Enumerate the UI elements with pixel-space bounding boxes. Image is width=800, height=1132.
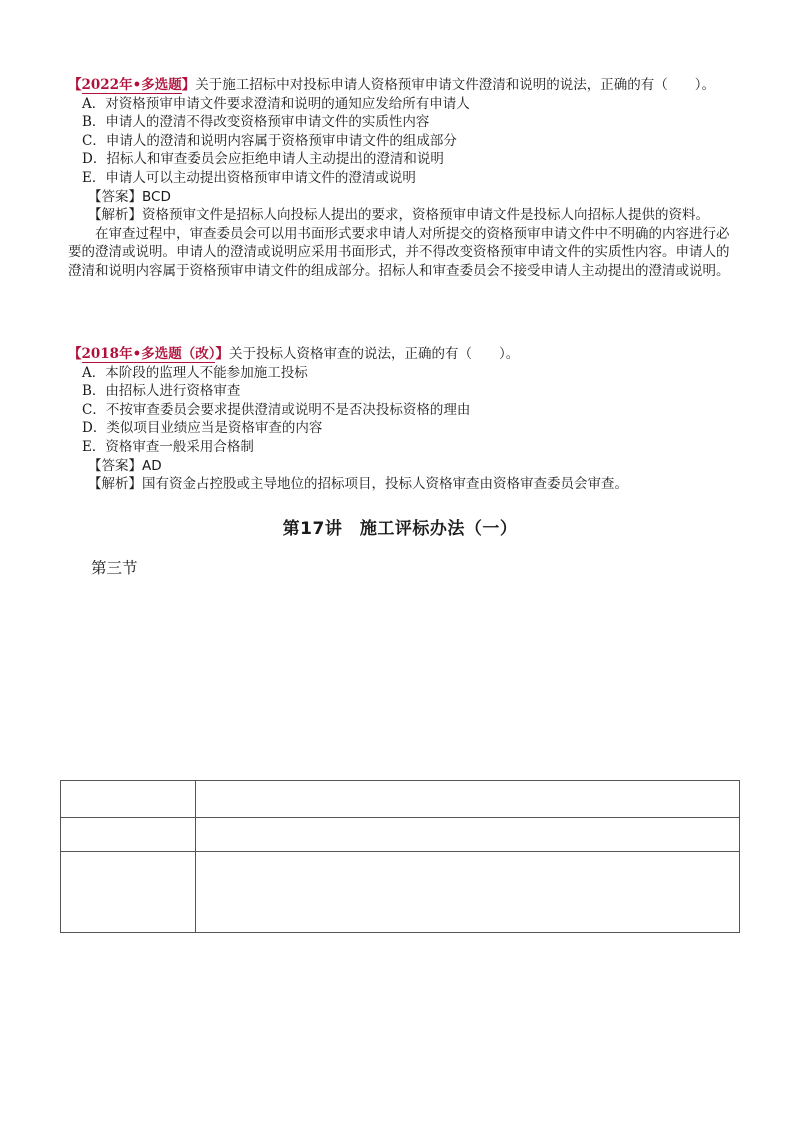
table-cell (196, 781, 740, 818)
option-a: A．对资格预审申请文件要求澄清和说明的通知应发给所有申请人 (82, 95, 470, 112)
analysis-text: 国有资金占控股或主导地位的招标项目，投标人资格审查由资格审查委员会审查。 (142, 476, 628, 493)
table-cell (61, 818, 196, 852)
option-b: B．申请人的澄清不得改变资格预审申请文件的实质性内容 (82, 114, 430, 131)
analysis-paragraph-2: 在审查过程中，审查委员会可以用书面形式要求申请人对所提交的资格预审申请文件中不明确的内容进行必要的澄清或说明。申请人的澄清或说明应采用书面形式，并不得改变资格预审申请文件的实质性内容。申请人的澄清和说明内容属于资格预审申请文件的组成部分。招标人和审查委员会不接受申请人主动提出的澄清或说明。 (68, 225, 730, 279)
option-d: D．招标人和审查委员会应拒绝申请人主动提出的澄清和说明 (82, 151, 444, 168)
lecture-title: 第17讲 施工评标办法（一） (282, 519, 518, 539)
question-stem: 【2022年•多选题】关于施工招标中对投标申请人资格预审申请文件澄清和说明的说法，正确的有（ ）。 (68, 77, 715, 93)
answer-line (68, 188, 740, 207)
outline-table (60, 780, 740, 933)
analysis-paragraph-1 (68, 206, 740, 225)
question-2022 (68, 76, 740, 281)
section-heading: 第三节 (91, 559, 138, 577)
question-tag: 2022年•多选题 (81, 77, 182, 93)
answer-label: 【答案】 (88, 188, 142, 205)
option-e: E．资格审查一般采用合格制 (82, 438, 254, 455)
question-2018 (68, 345, 740, 494)
table-cell (61, 852, 196, 933)
table-row (61, 781, 740, 818)
option-b: B．由招标人进行资格审查 (82, 383, 241, 400)
table-row (61, 818, 740, 852)
option-c: C．申请人的澄清和说明内容属于资格预审申请文件的组成部分 (82, 132, 457, 149)
question-stem-text: 关于施工招标中对投标申请人资格预审申请文件澄清和说明的说法，正确的有（ ）。 (195, 77, 715, 93)
table-cell (196, 852, 740, 933)
question-stem: 【2018年•多选题（改）】关于投标人资格审查的说法，正确的有（ ）。 (68, 346, 520, 362)
answer-value: AD (142, 457, 162, 474)
analysis-label: 【解析】 (88, 476, 142, 493)
table-row (61, 852, 740, 933)
answer-value: BCD (142, 188, 171, 205)
analysis-line (68, 475, 740, 494)
question-stem-text: 关于投标人资格审查的说法，正确的有（ ）。 (228, 346, 520, 362)
analysis-text-1: 资格预审文件是招标人向投标人提出的要求，资格预审申请文件是投标人向招标人提供的资料。 (142, 207, 709, 224)
table-cell (196, 818, 740, 852)
table-cell (61, 781, 196, 818)
option-a: A．本阶段的监理人不能参加施工投标 (82, 364, 308, 381)
question-tag: 2018年•多选题（改） (81, 346, 216, 362)
option-d: D．类似项目业绩应当是资格审查的内容 (82, 420, 323, 437)
analysis-label: 【解析】 (88, 207, 142, 224)
answer-line (68, 457, 740, 476)
option-c: C．不按审查委员会要求提供澄清或说明不是否决投标资格的理由 (82, 401, 471, 418)
option-e: E．申请人可以主动提出资格预审申请文件的澄清或说明 (82, 169, 416, 186)
answer-label: 【答案】 (88, 457, 142, 474)
